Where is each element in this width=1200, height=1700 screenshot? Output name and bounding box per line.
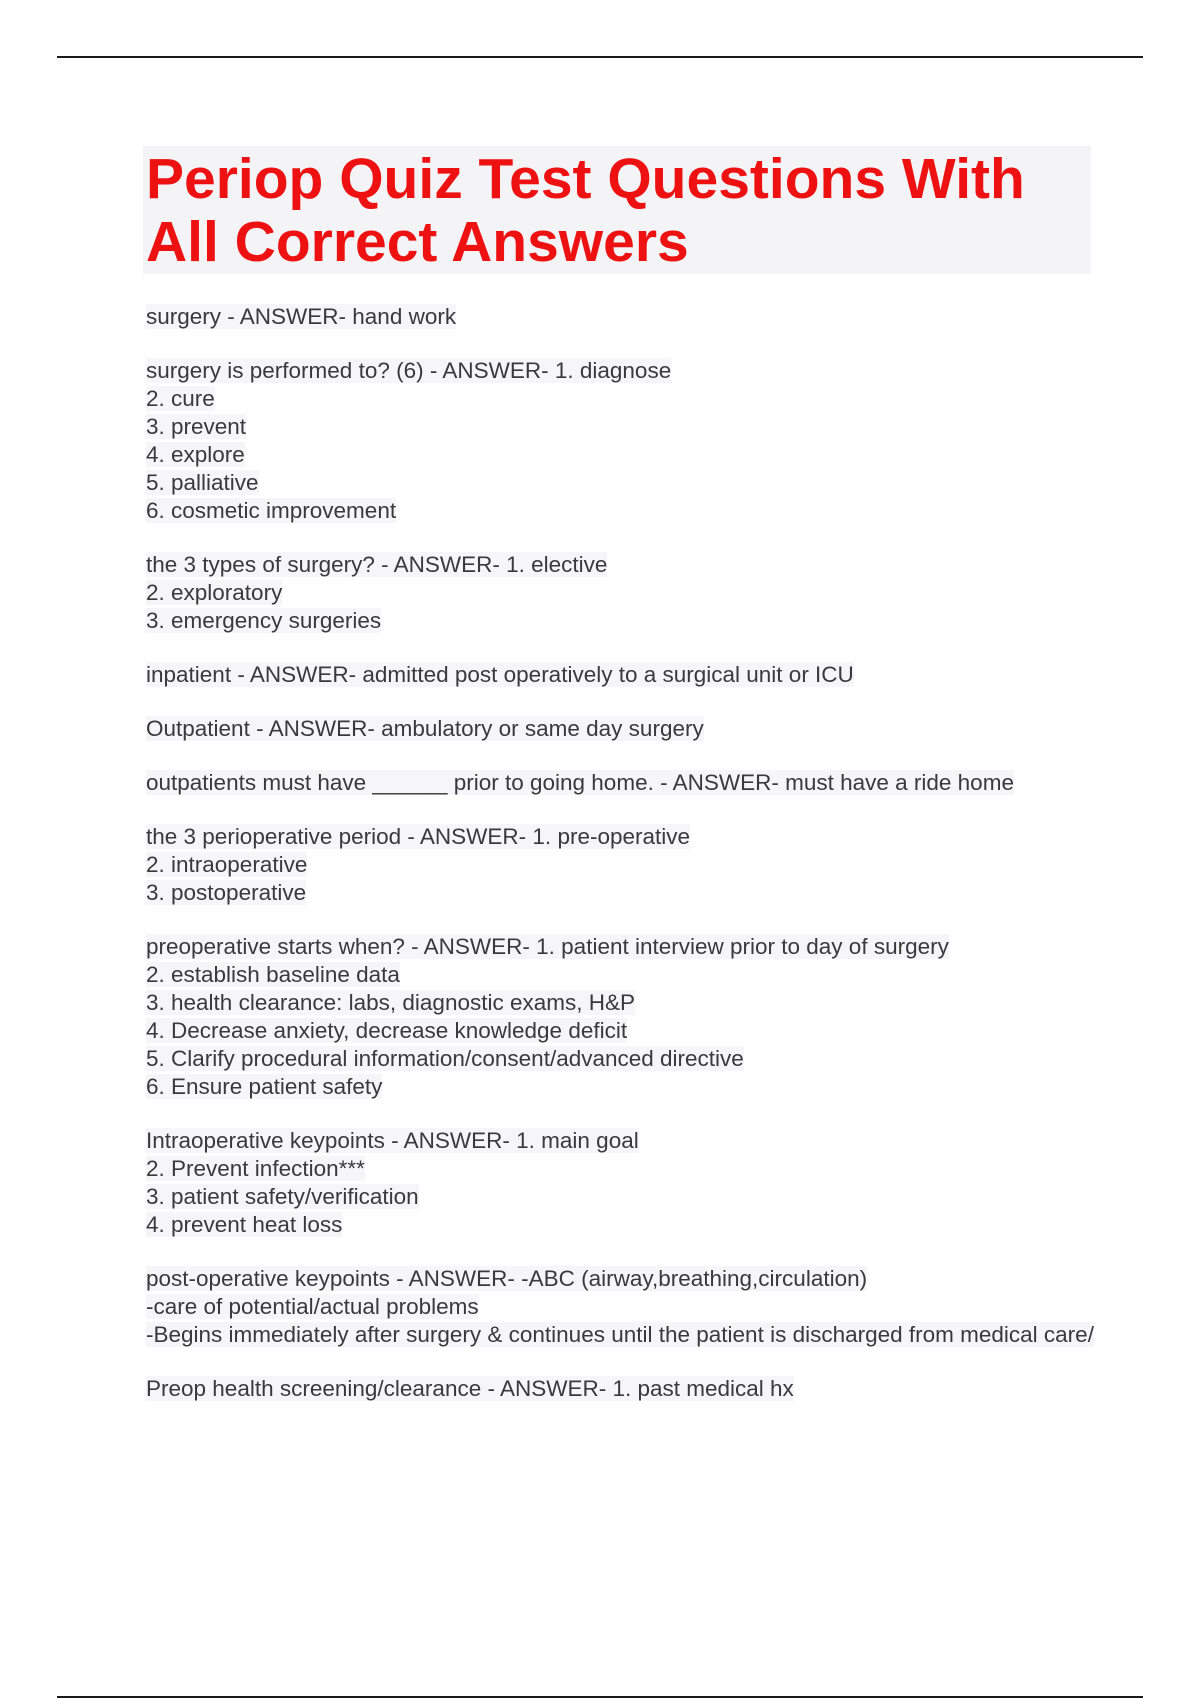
qa-line: the 3 perioperative period - ANSWER- 1. pre-operative — [146, 824, 691, 849]
qa-line: -care of potential/actual problems — [146, 1294, 479, 1319]
qa-item — [146, 823, 1096, 907]
qa-line: 2. cure — [146, 386, 215, 411]
qa-line: post-operative keypoints - ANSWER- -ABC (airway,breathing,circulation) — [146, 1266, 868, 1291]
qa-line: 2. Prevent infection*** — [146, 1156, 365, 1181]
qa-line: 3. patient safety/verification — [146, 1184, 419, 1209]
qa-line: 3. prevent — [146, 414, 247, 439]
qa-item — [146, 715, 1096, 743]
qa-item — [146, 551, 1096, 635]
qa-line: 3. emergency surgeries — [146, 608, 382, 633]
qa-line: 5. Clarify procedural information/consent/advanced directive — [146, 1046, 744, 1071]
qa-item — [146, 769, 1096, 797]
qa-item — [146, 933, 1096, 1101]
qa-line: 4. Decrease anxiety, decrease knowledge deficit — [146, 1018, 628, 1043]
qa-line: 6. Ensure patient safety — [146, 1074, 383, 1099]
qa-line: outpatients must have ______ prior to going home. - ANSWER- must have a ride home — [146, 770, 1014, 795]
qa-line: -Begins immediately after surgery & continues until the patient is discharged from medical care/ — [146, 1322, 1094, 1347]
top-rule — [57, 56, 1143, 58]
qa-line: 5. palliative — [146, 470, 259, 495]
qa-item — [146, 1265, 1096, 1349]
qa-line: surgery - ANSWER- hand work — [146, 304, 457, 329]
qa-line: 4. explore — [146, 442, 245, 467]
qa-line: Intraoperative keypoints - ANSWER- 1. main goal — [146, 1128, 639, 1153]
bottom-rule — [57, 1696, 1143, 1698]
qa-list — [146, 303, 1096, 1429]
qa-line: Preop health screening/clearance - ANSWER- 1. past medical hx — [146, 1376, 794, 1401]
document-title: Periop Quiz Test Questions With All Correct Answers — [146, 147, 1025, 274]
qa-item — [146, 661, 1096, 689]
qa-line: Outpatient - ANSWER- ambulatory or same day surgery — [146, 716, 704, 741]
qa-line: 2. exploratory — [146, 580, 283, 605]
qa-line: 3. health clearance: labs, diagnostic exams, H&P — [146, 990, 636, 1015]
qa-line: 6. cosmetic improvement — [146, 498, 397, 523]
qa-item — [146, 1127, 1096, 1239]
qa-line: 4. prevent heat loss — [146, 1212, 343, 1237]
qa-line: preoperative starts when? - ANSWER- 1. patient interview prior to day of surgery — [146, 934, 949, 959]
qa-line: the 3 types of surgery? - ANSWER- 1. elective — [146, 552, 608, 577]
qa-item — [146, 1375, 1096, 1403]
qa-item — [146, 357, 1096, 525]
qa-line: 3. postoperative — [146, 880, 307, 905]
qa-line: surgery is performed to? (6) - ANSWER- 1. diagnose — [146, 358, 672, 383]
qa-item — [146, 303, 1096, 331]
qa-line: 2. establish baseline data — [146, 962, 400, 987]
qa-line: 2. intraoperative — [146, 852, 308, 877]
qa-line: inpatient - ANSWER- admitted post operatively to a surgical unit or ICU — [146, 662, 854, 687]
